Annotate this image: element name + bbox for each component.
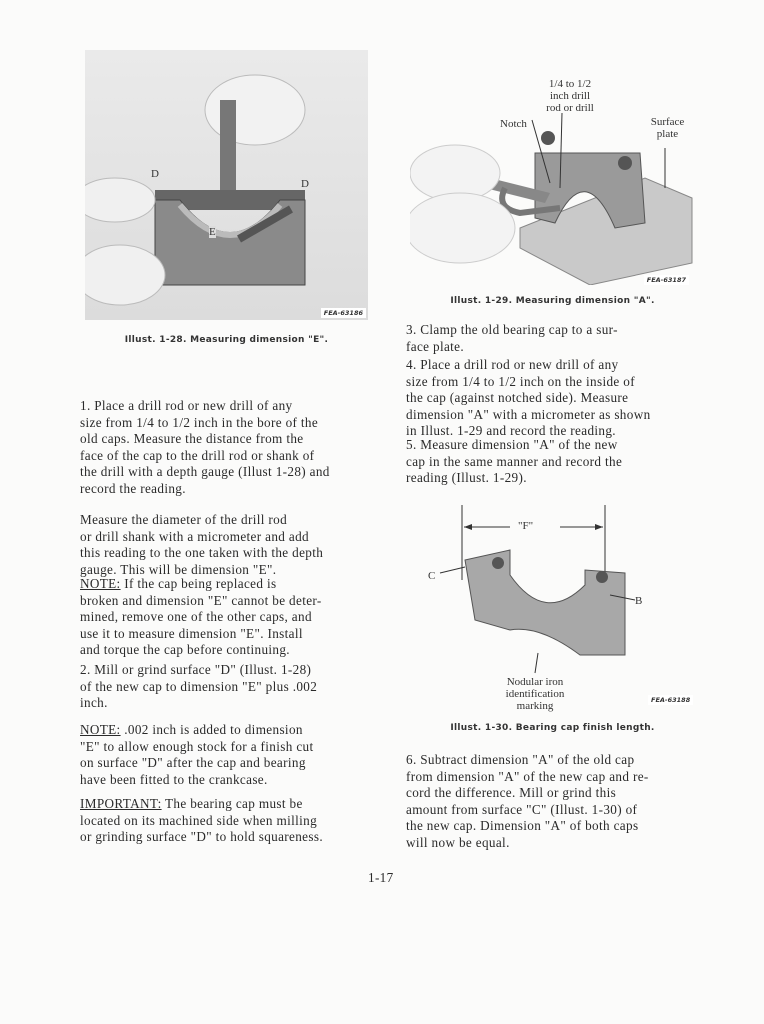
note-label: NOTE:	[80, 576, 121, 591]
step-4-paragraph: 4. Place a drill rod or new drill of any size from 1/4 to 1/2 inch on the inside of the cap (against notched side). Measure dimension "A" with a micrometer as shown in Illust. 1-29 and record the reading.	[406, 357, 651, 439]
note-text: If the cap being replaced is broken and dimension "E" cannot be deter- mined, remove one of the other caps, and use it to measure dimension "E". Install and torque the cap before continuing.	[80, 576, 322, 658]
label-nodular-iron: Nodular iron identification marking	[505, 676, 565, 712]
label-notch: Notch	[500, 118, 527, 130]
label-d-right: D	[301, 178, 309, 190]
important-note	[80, 796, 323, 846]
caption-illust-1-28: Illust. 1-28. Measuring dimension "E".	[124, 335, 329, 345]
label-b: B	[635, 595, 643, 607]
step-3-paragraph: 3. Clamp the old bearing cap to a sur- face plate.	[406, 322, 618, 354]
bearing-cap-depth-gauge-photo	[85, 50, 368, 320]
label-e: E	[209, 226, 216, 238]
note-2	[80, 722, 314, 788]
note-1	[80, 576, 322, 659]
illustration-1-29	[410, 78, 695, 285]
illustration-1-30	[420, 505, 700, 710]
illustration-1-28	[85, 50, 368, 320]
caption-illust-1-29: Illust. 1-29. Measuring dimension "A".	[450, 296, 655, 306]
step-6-paragraph: 6. Subtract dimension "A" of the old cap from dimension "A" of the new cap and re- cord the difference. Mill or grind this amount from surface "C" (Illust. 1-30) of the new cap. Dimension "A" of both caps will now be equal.	[406, 752, 649, 850]
label-d-left: D	[151, 168, 159, 180]
caption-illust-1-30: Illust. 1-30. Bearing cap finish length.	[450, 723, 655, 733]
figure-code: FEA-63188	[648, 695, 693, 705]
label-f: "F"	[518, 520, 534, 532]
measure-diameter-paragraph: Measure the diameter of the drill rod or drill shank with a micrometer and add this reading to the one taken with the depth gauge. This will be dimension "E".	[80, 512, 324, 577]
label-drill: 1/4 to 1/2 inch drill rod or drill	[546, 78, 594, 114]
step-2-paragraph: 2. Mill or grind surface "D" (Illust. 1-28) of the new cap to dimension "E" plus .002 inch.	[80, 662, 318, 711]
step-1-paragraph: 1. Place a drill rod or new drill of any size from 1/4 to 1/2 inch in the bore of the old caps. Measure the distance from the face of the cap to the drill rod or shank of the drill with a depth gauge (Illust 1-28) and record the reading.	[80, 398, 330, 496]
label-surface-plate: Surface plate	[650, 116, 685, 140]
important-text: The bearing cap must be located on its machined side when milling or grinding surface "D" to hold squareness.	[80, 796, 323, 845]
note-label: NOTE:	[80, 722, 121, 737]
important-label: IMPORTANT:	[80, 796, 162, 811]
step-5-paragraph: 5. Measure dimension "A" of the new cap in the same manner and record the reading (Illust. 1-29).	[406, 437, 623, 486]
note-text: .002 inch is added to dimension "E" to allow enough stock for a finish cut on surface "D" after the cap and bearing have been fitted to the crankcase.	[80, 722, 314, 787]
figure-code: FEA-63187	[644, 275, 689, 285]
figure-code: FEA-63186	[321, 308, 366, 318]
label-c: C	[428, 570, 436, 582]
page-number: 1-17	[368, 870, 394, 885]
